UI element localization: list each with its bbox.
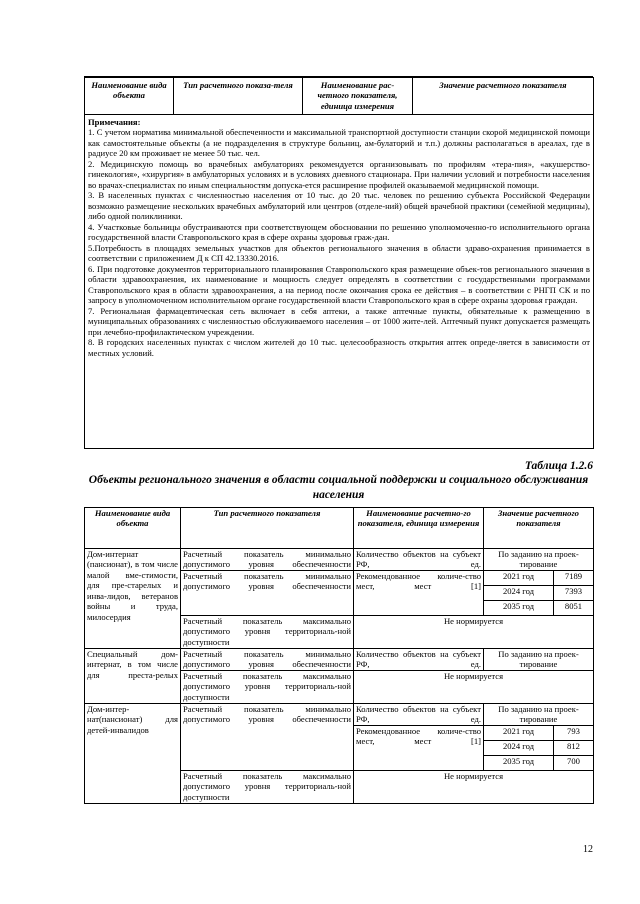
object-name: Дом-интернат (пансионат), в том числе малой вме-стимости, для пре-старелых и инва-лидов, ветеранов войны и труда, милосердия (85, 549, 181, 649)
value-cell: 7393 (554, 586, 594, 601)
year-cell: 2021 год (484, 571, 554, 586)
object-name: Специальный дом-интернат, в том числе для преста-релых (85, 649, 181, 704)
year-cell: 2035 год (484, 756, 554, 771)
note-item: 6. При подготовке документов территориального планирования Ставропольского края размещение объек-тов регионального значения в области здравоохранения, их наименование и мощность следует определять в соответствии с государственными программами Ставропольского края в области здравоохранения, а на период после окончания срока ее действия – в соответствии с РНГП СК и по запросу в уполномоченном исполнительном органе государственной власти Ставропольского края в сфере охраны здоровья граждан. (88, 263, 590, 306)
value-cell: 8051 (554, 601, 594, 616)
year-cell: 2024 год (484, 741, 554, 756)
notes-row (85, 115, 594, 449)
header-col-type: Тип расчетного показа-теля (174, 78, 303, 115)
note-item: 7. Региональная фармацевтическая сеть включает в себя аптеки, а также аптечные пункты, обязательные к размещению в муниципальных образованиях с численностью обслуживаемого населения – от 1000 жите-лей. Аптечный пункт допускается размещать при лечебно-профилактическом учреждении. (88, 305, 590, 337)
indicator-type: Расчетный показатель минимально допустимого уровня обеспеченности (181, 649, 354, 671)
indicator-value: По заданию на проек-тирование (484, 649, 594, 671)
th-object: Наименование вида объекта (85, 508, 181, 549)
year-cell: 2035 год (484, 601, 554, 616)
table-caption: Таблица 1.2.6 (524, 460, 593, 472)
note-item: 4. Участковые больницы обустраиваются при соответствующем обосновании по решению уполномоченно-го исполнительного органа государственной власти Ставропольского края в сфере охраны здоровья граж-дан. (88, 221, 590, 243)
health-table-continuation (84, 77, 594, 449)
indicator-name: Количество объектов на субъект РФ, ед. (354, 704, 484, 726)
social-objects-table (84, 507, 594, 804)
year-cell: 2024 год (484, 586, 554, 601)
table-header-row (85, 508, 594, 549)
note-item: 3. В населенных пунктах с численностью населения от 10 тыс. до 20 тыс. человек по решению субъекта Российской Федерации возможно размещение нескольких врачебных амбулаторий или центров (отделе-ний) общей врачебной практики (семейной медицины), либо одной поликлиники. (88, 190, 590, 222)
indicator-type: Расчетный показатель минимально допустимого уровня обеспеченности (181, 549, 354, 571)
table-row (85, 649, 594, 671)
value-cell: 812 (554, 741, 594, 756)
note-item: 8. В городских населенных пунктах с числом жителей до 10 тыс. целесообразность открытия аптек опреде-ляется в зависимости от местных условий. (88, 337, 590, 358)
table-row (85, 549, 594, 571)
indicator-type: Расчетный показатель максимально допустимого уровня территориаль-ной доступности (181, 771, 354, 804)
indicator-name: Рекомендованное количе-ство мест, мест [1] (354, 726, 484, 771)
not-normed-cell: Не нормируется (354, 771, 594, 804)
indicator-value: По заданию на проек-тирование (484, 704, 594, 726)
header-col-name: Наименование рас-четного показателя, единица измерения (303, 78, 413, 115)
note-item: 5.Потребность в площадях земельных участков для объектов регионального значения в области здраво-охранения принимается в соответствии с приложением Д к СП 42.13330.2016. (88, 242, 590, 264)
indicator-value: По заданию на проек-тирование (484, 549, 594, 571)
table-row (85, 704, 594, 726)
page-number: 12 (583, 844, 593, 855)
indicator-type: Расчетный показатель максимально допустимого уровня территориаль-ной доступности (181, 671, 354, 704)
value-cell: 793 (554, 726, 594, 741)
th-value: Значение расчетного показателя (484, 508, 594, 549)
notes-cell (85, 115, 594, 449)
value-cell: 7189 (554, 571, 594, 586)
indicator-name: Рекомендованное количе-ство мест, мест [1] (354, 571, 484, 616)
not-normed-cell: Не нормируется (354, 616, 594, 649)
year-cell: 2021 год (484, 726, 554, 741)
note-item: 1. С учетом норматива минимальной обеспеченности и максимальной транспортной доступности станции скорой медицинской помощи как самостоятельные объекты (а не подразделения в структуре больниц, ам-булаторий и т.п.) должны располагаться в ареалах, где в радиусе 20 км проживает не менее 50 тыс. чел. (88, 127, 590, 159)
header-row (85, 78, 594, 115)
indicator-type: Расчетный показатель минимально допустимого уровня обеспеченности (181, 571, 354, 616)
not-normed-cell: Не нормируется (354, 671, 594, 704)
header-col-object: Наименование вида объекта (85, 78, 174, 115)
th-type: Тип расчетного показателя (181, 508, 354, 549)
note-item: 2. Медицинскую помощь во врачебных амбулаториях рекомендуется организовывать по профилям «тера-пия», «акушерство-гинекология», «хирургия» в амбулаторных условиях и в условиях дневного стационара. При наличии условий и потребности населения во врачах-специалистах по иным специальностям допуска-ется расширение профилей оказываемой медицинской помощи. (88, 158, 590, 190)
notes-title: Примечания: (88, 117, 141, 127)
object-name: Дом-интер-нат(пансионат) для детей-инвалидов (85, 704, 181, 804)
indicator-name: Количество объектов на субъект РФ, ед. (354, 549, 484, 571)
th-name: Наименование расчетно-го показателя, единица измерения (354, 508, 484, 549)
value-cell: 700 (554, 756, 594, 771)
indicator-type: Расчетный показатель максимально допустимого уровня территориаль-ной доступности (181, 616, 354, 649)
header-col-value: Значение расчетного показателя (413, 78, 594, 115)
table-title: Объекты регионального значения в области социальной поддержки и социального обслуживания населения (88, 474, 589, 501)
indicator-name: Количество объектов на субъект РФ, ед. (354, 649, 484, 671)
indicator-type: Расчетный показатель минимально допустимого уровня обеспеченности (181, 704, 354, 771)
